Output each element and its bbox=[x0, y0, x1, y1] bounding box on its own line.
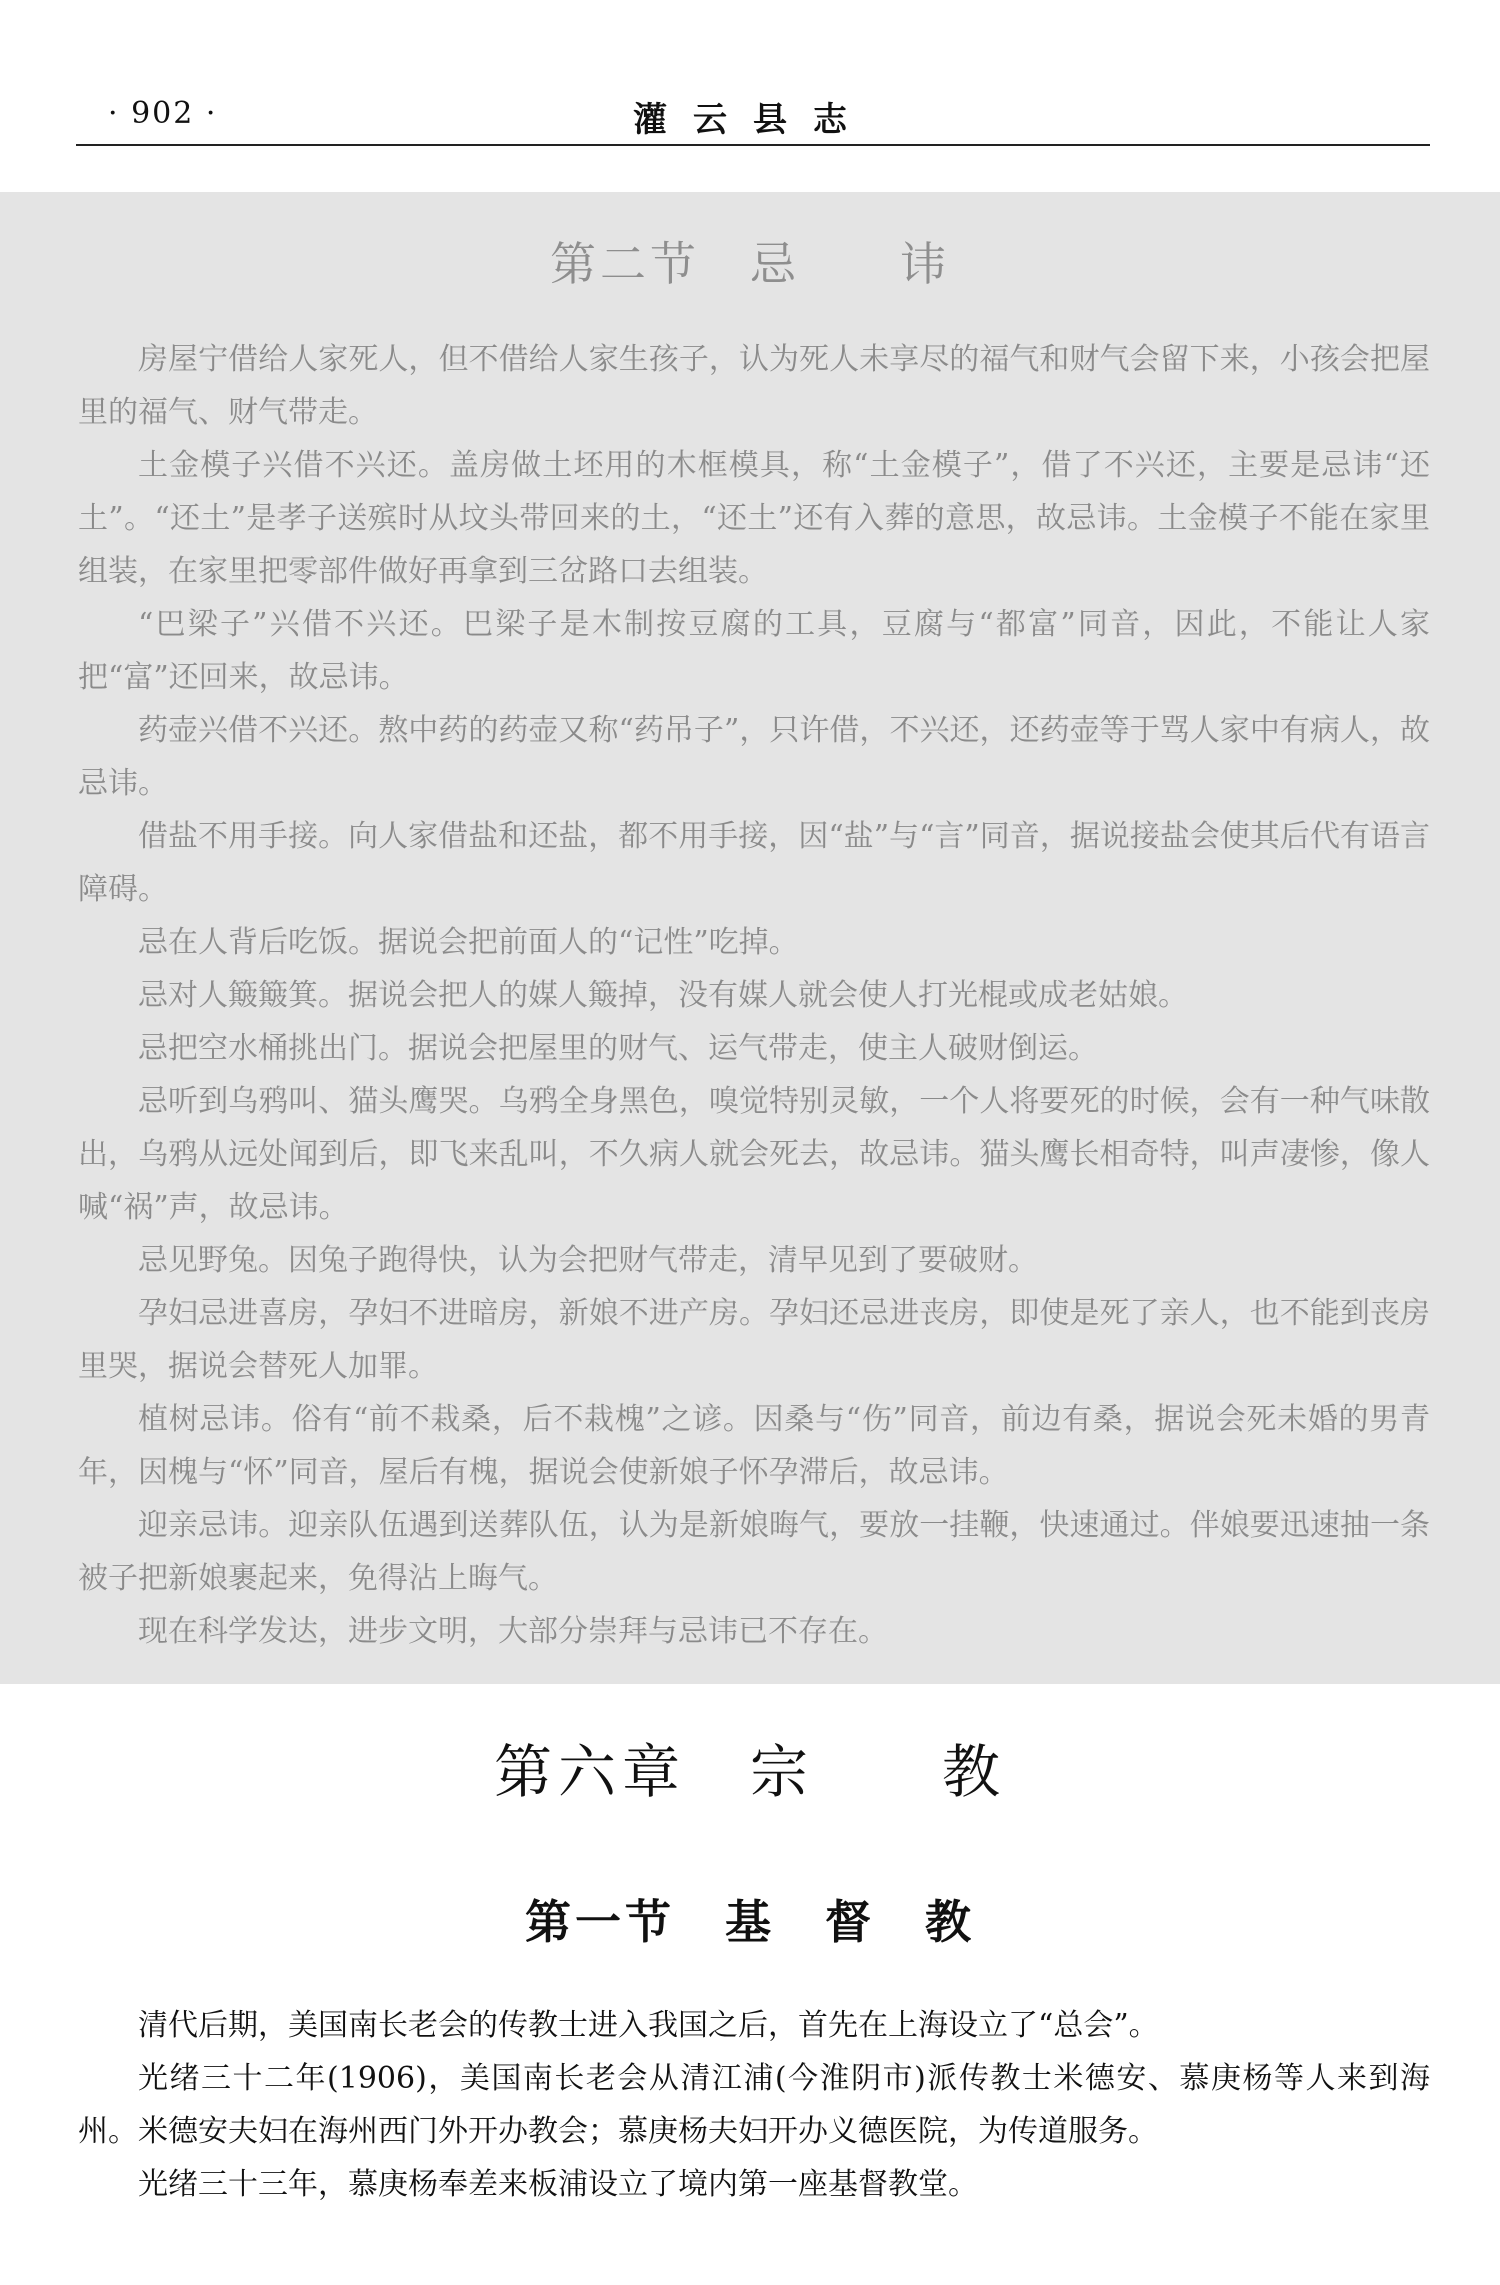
page-header bbox=[76, 92, 1430, 146]
paragraph: 土金模子兴借不兴还。盖房做土坯用的木框模具，称“土金模子”，借了不兴还，主要是忌讳“还土”。“还土”是孝子送殡时从坟头带回来的土，“还土”还有入葬的意思，故忌讳。土金模子不能在家里组装，在家里把零部件做好再拿到三岔路口去组装。 bbox=[78, 448, 1430, 589]
page-number: · 902 · bbox=[108, 96, 218, 131]
paragraph: 忌见野兔。因兔子跑得快，认为会把财气带走，清早见到了要破财。 bbox=[138, 1243, 1038, 1278]
paragraph: “巴梁子”兴借不兴还。巴梁子是木制按豆腐的工具，豆腐与“都富”同音，因此，不能让人家把“富”还回来，故忌讳。 bbox=[78, 607, 1430, 695]
section-christianity-body bbox=[78, 1999, 1430, 2211]
paragraph: 现在科学发达，进步文明，大部分崇拜与忌讳已不存在。 bbox=[138, 1614, 888, 1649]
chapter-title: 第六章 宗 教 bbox=[493, 1738, 1006, 1806]
paragraph: 忌把空水桶挑出门。据说会把屋里的财气、运气带走，使主人破财倒运。 bbox=[138, 1031, 1098, 1066]
paragraph: 忌听到乌鸦叫、猫头鹰哭。乌鸦全身黑色，嗅觉特别灵敏，一个人将要死的时候，会有一种气味散出，乌鸦从远处闻到后，即飞来乱叫，不久病人就会死去，故忌讳。猫头鹰长相奇特，叫声凄惨，像人喊“祸”声，故忌讳。 bbox=[78, 1084, 1430, 1225]
paragraph: 借盐不用手接。向人家借盐和还盐，都不用手接，因“盐”与“言”同音，据说接盐会使其后代有语言障碍。 bbox=[78, 819, 1430, 907]
book-title: 灌云县志 bbox=[633, 100, 873, 140]
paragraph: 房屋宁借给人家死人，但不借给人家生孩子，认为死人未享尽的福气和财气会留下来，小孩会把屋里的福气、财气带走。 bbox=[78, 342, 1430, 430]
paragraph: 忌在人背后吃饭。据说会把前面人的“记性”吃掉。 bbox=[138, 925, 799, 960]
paragraph: 忌对人簸簸箕。据说会把人的媒人簸掉，没有媒人就会使人打光棍或成老姑娘。 bbox=[138, 978, 1188, 1013]
paragraph: 孕妇忌进喜房，孕妇不进暗房，新娘不进产房。孕妇还忌进丧房，即使是死了亲人，也不能到丧房里哭，据说会替死人加罪。 bbox=[78, 1296, 1430, 1384]
paragraph: 清代后期，美国南长老会的传教士进入我国之后，首先在上海设立了“总会”。 bbox=[138, 2008, 1159, 2043]
section-taboo-body bbox=[78, 333, 1430, 1658]
section-title-taboo: 第二节 忌 讳 bbox=[550, 237, 950, 291]
paragraph: 光绪三十二年(1906)，美国南长老会从清江浦(今淮阴市)派传教士米德安、慕庚杨等人来到海州。米德安夫妇在海州西门外开办教会；慕庚杨夫妇开办义德医院，为传道服务。 bbox=[78, 2061, 1430, 2149]
paragraph: 迎亲忌讳。迎亲队伍遇到送葬队伍，认为是新娘晦气，要放一挂鞭，快速通过。伴娘要迅速抽一条被子把新娘裹起来，免得沾上晦气。 bbox=[78, 1508, 1430, 1596]
section-title-christianity: 第一节 基 督 教 bbox=[525, 1895, 975, 1949]
paragraph: 药壶兴借不兴还。熬中药的药壶又称“药吊子”，只许借，不兴还，还药壶等于骂人家中有病人，故忌讳。 bbox=[78, 713, 1430, 801]
paragraph: 植树忌讳。俗有“前不栽桑，后不栽槐”之谚。因桑与“伤”同音，前边有桑，据说会死未婚的男青年，因槐与“怀”同音，屋后有槐，据说会使新娘子怀孕滞后，故忌讳。 bbox=[78, 1402, 1430, 1490]
paragraph: 光绪三十三年，慕庚杨奉差来板浦设立了境内第一座基督教堂。 bbox=[138, 2167, 978, 2202]
